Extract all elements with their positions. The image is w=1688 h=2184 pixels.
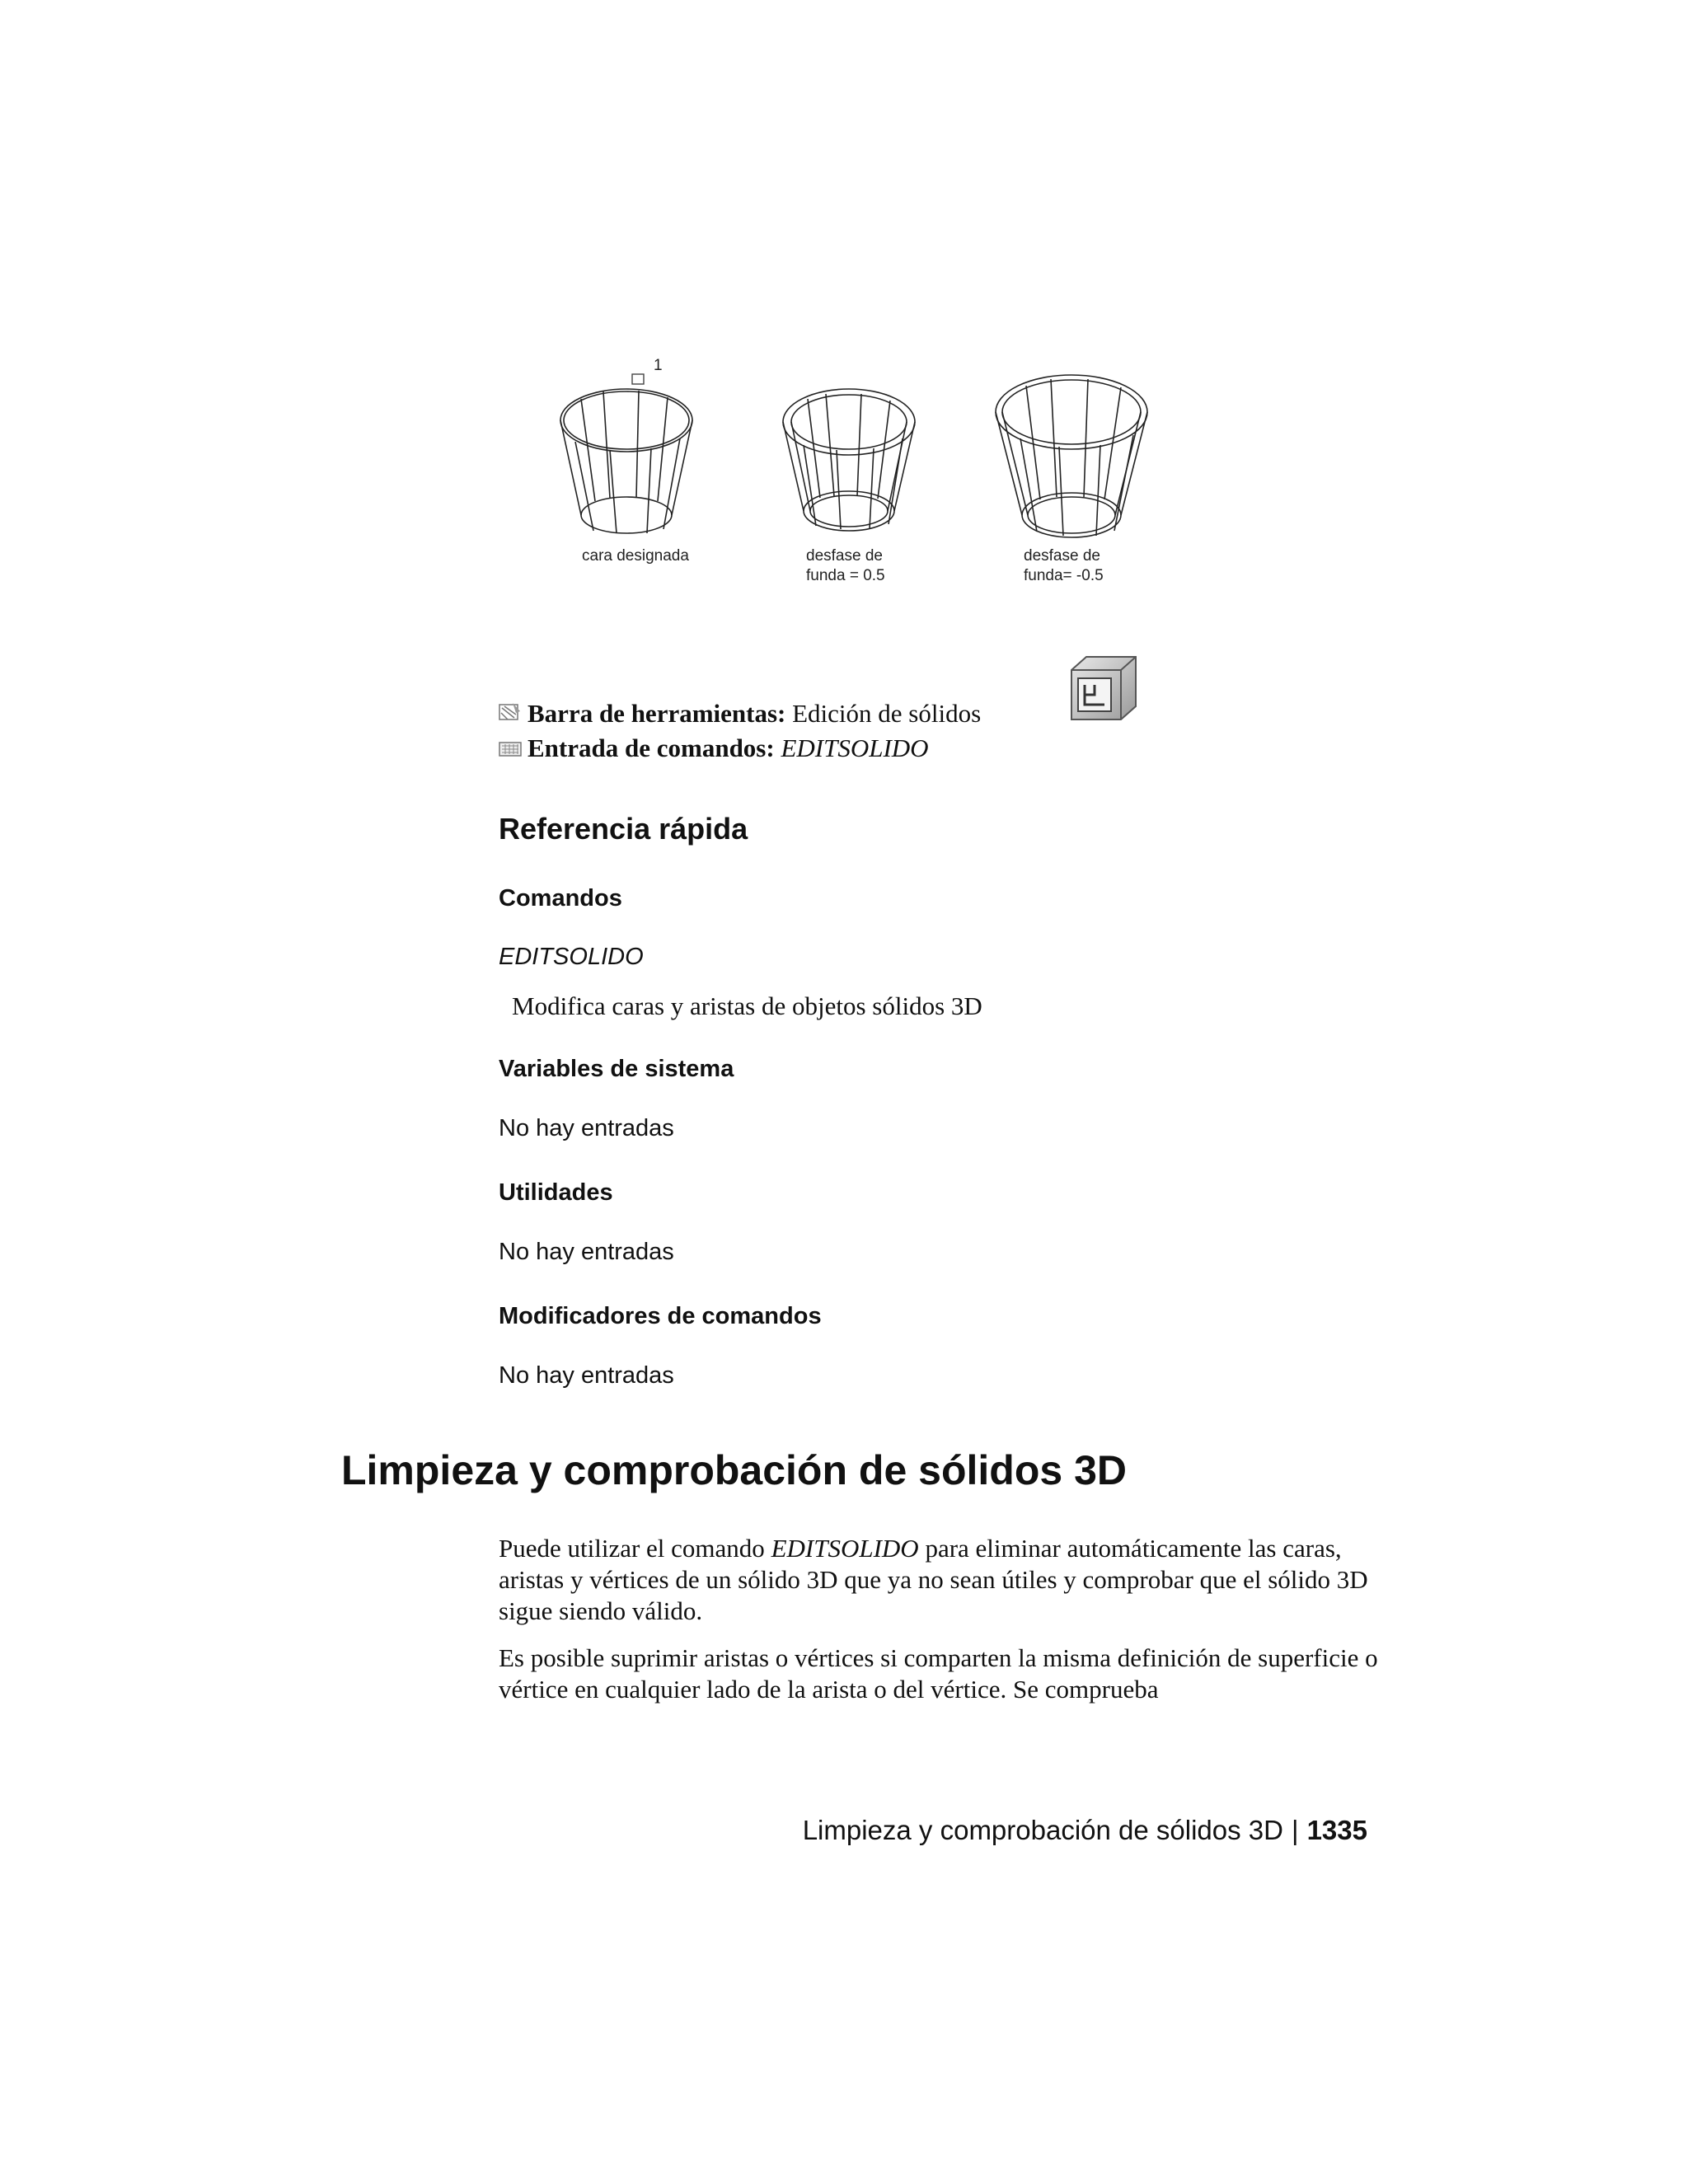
command-name: EDITSOLIDO <box>499 944 644 970</box>
page-number: 1335 <box>1306 1815 1367 1845</box>
cup-selected-face <box>560 389 692 533</box>
keyboard-icon <box>498 734 523 767</box>
system-variables-value: No hay entradas <box>499 1115 674 1141</box>
cup-offset-negative <box>996 375 1147 537</box>
toolbar-reference-line <box>498 697 981 733</box>
command-entry-value: EDITSOLIDO <box>781 733 929 762</box>
body-paragraph-2: Es posible suprimir aristas o vértices si comparten la misma definición de superficie o vértice en cualquier lado de la arista o del vértice. Se comprueba <box>499 1643 1378 1704</box>
para1-command: EDITSOLIDO <box>771 1534 919 1563</box>
cup-offset-positive <box>783 389 915 531</box>
selected-face-marker <box>632 374 644 384</box>
para1-text-after: para eliminar automáticamente las caras, aristas y vértices de un sólido 3D que ya no sean útiles y comprobar que el sólido 3D sigue siendo válido. <box>499 1534 1368 1625</box>
solid-editing-icon <box>1068 654 1139 727</box>
command-modifiers-heading: Modificadores de comandos <box>499 1303 822 1329</box>
label-selected-face: cara designada <box>582 547 689 565</box>
utilities-value: No hay entradas <box>499 1239 674 1265</box>
label-offset-positive-line1: desfase de <box>806 547 883 565</box>
footer-separator: | <box>1292 1815 1299 1845</box>
face-marker-number: 1 <box>654 357 663 374</box>
system-variables-heading: Variables de sistema <box>499 1056 734 1082</box>
commands-heading: Comandos <box>499 885 622 912</box>
body-paragraph-1 <box>499 1533 1381 1627</box>
footer-running-title: Limpieza y comprobación de sólidos 3D <box>802 1815 1283 1845</box>
command-entry-line <box>498 732 929 767</box>
label-offset-negative-line2: funda= -0.5 <box>1024 567 1104 584</box>
label-offset-positive-line2: funda = 0.5 <box>806 567 885 584</box>
quick-reference-heading: Referencia rápida <box>499 812 748 846</box>
toolbar-label: Barra de herramientas: <box>528 699 786 728</box>
section-title: Limpieza y comprobación de sólidos 3D <box>341 1447 1127 1493</box>
label-offset-negative-line1: desfase de <box>1024 547 1100 565</box>
command-description: Modifica caras y aristas de objetos sólidos 3D <box>512 991 982 1020</box>
utilities-heading: Utilidades <box>499 1179 613 1206</box>
page-footer <box>803 1815 1367 1846</box>
toolbar-value: Edición de sólidos <box>792 699 982 728</box>
command-modifiers-value: No hay entradas <box>499 1362 674 1389</box>
command-entry-label: Entrada de comandos: <box>528 733 775 762</box>
toolbar-icon <box>498 700 523 733</box>
para1-text-before: Puede utilizar el comando <box>499 1534 771 1563</box>
shell-offset-figure <box>528 346 1187 610</box>
